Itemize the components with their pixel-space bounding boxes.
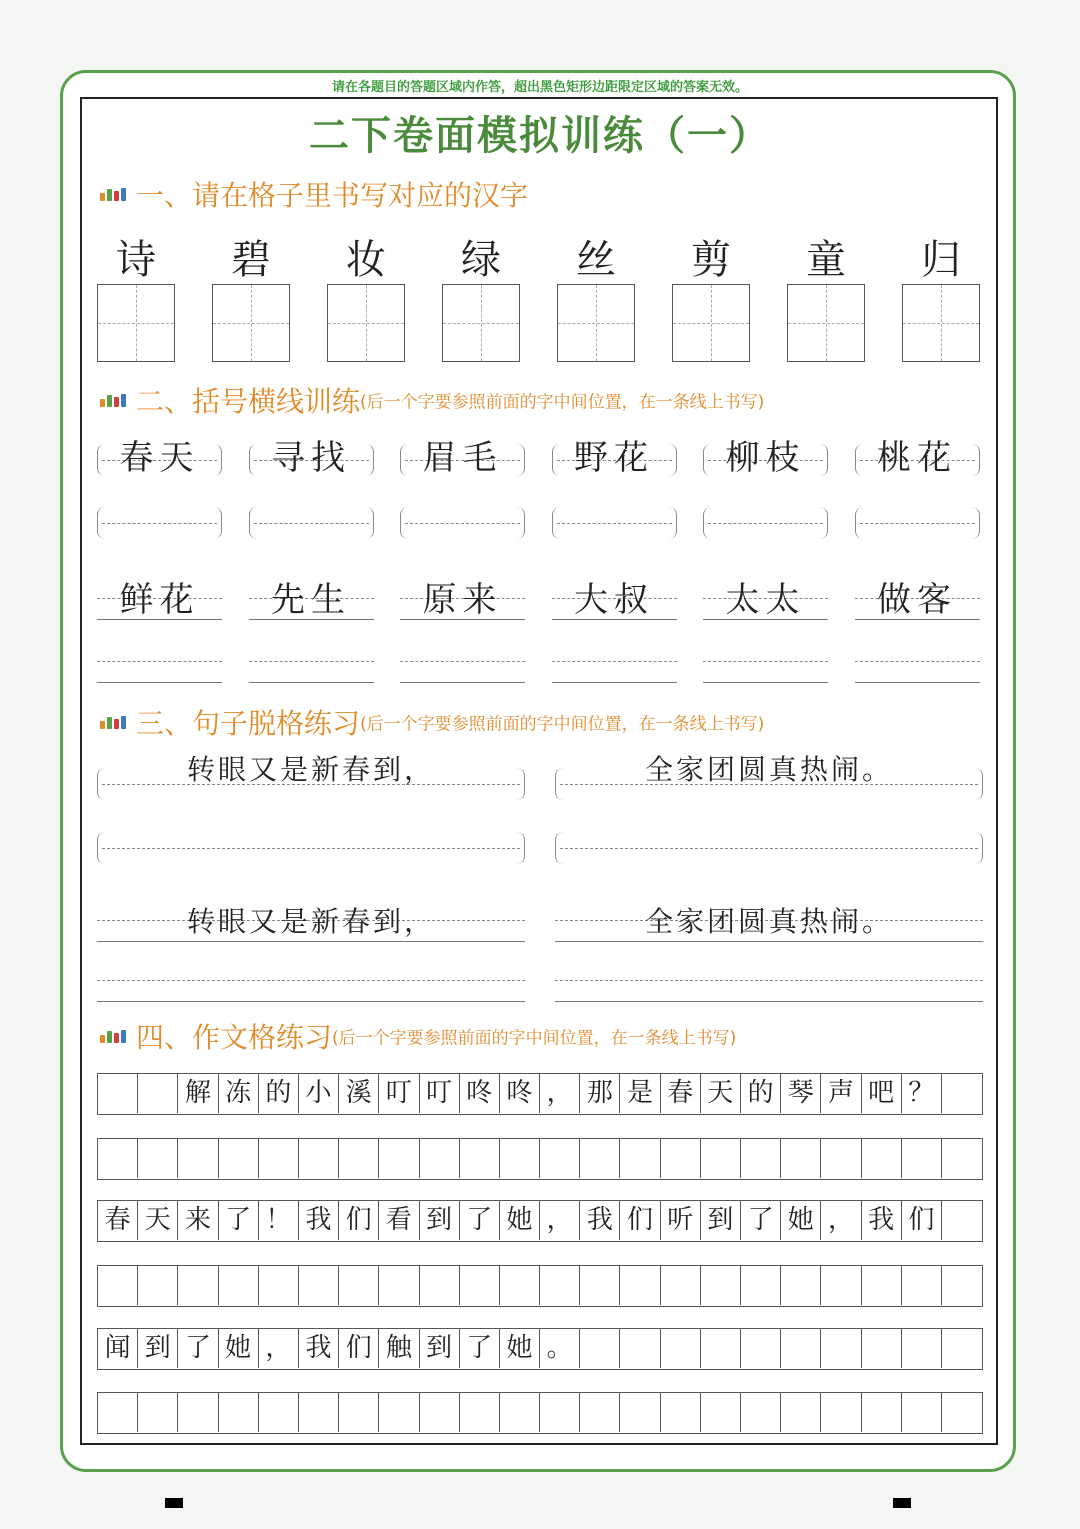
composition-row xyxy=(97,1392,983,1434)
composition-cell[interactable] xyxy=(781,1139,821,1178)
composition-cell: 来 xyxy=(178,1201,218,1240)
composition-cell: 触 xyxy=(379,1329,419,1368)
composition-cell[interactable] xyxy=(339,1393,379,1432)
line-blank[interactable] xyxy=(855,661,980,683)
composition-cell[interactable] xyxy=(741,1266,781,1305)
bracket-line-blank[interactable] xyxy=(97,507,222,539)
composition-cell: ， xyxy=(540,1201,580,1240)
sentence-text: 全家团圆真热闹。 xyxy=(644,753,893,786)
composition-cell[interactable] xyxy=(821,1393,861,1432)
composition-cell[interactable] xyxy=(460,1139,500,1178)
composition-cell[interactable] xyxy=(299,1393,339,1432)
sentence-line-model xyxy=(555,905,983,942)
sentence-line-blank[interactable] xyxy=(97,980,525,1002)
composition-cell[interactable] xyxy=(138,1074,178,1113)
composition-cell[interactable] xyxy=(781,1393,821,1432)
composition-cell: 到 xyxy=(420,1201,460,1240)
bracket-line-model xyxy=(249,438,374,478)
line-model xyxy=(249,580,374,620)
bracket-line-model xyxy=(400,438,525,478)
books-icon xyxy=(100,393,130,407)
composition-cell[interactable] xyxy=(701,1266,741,1305)
composition-cell[interactable] xyxy=(902,1139,942,1178)
composition-cell[interactable] xyxy=(741,1393,781,1432)
bracket-line-blank[interactable] xyxy=(552,507,677,539)
line-word: 太太 xyxy=(725,580,806,620)
composition-cell: 看 xyxy=(379,1201,419,1240)
composition-cell[interactable] xyxy=(500,1139,540,1178)
sentence-text: 转眼又是新春到， xyxy=(186,753,435,786)
composition-cell: 春 xyxy=(98,1201,138,1240)
composition-cell[interactable] xyxy=(862,1139,902,1178)
composition-cell: 那 xyxy=(580,1074,620,1113)
composition-row xyxy=(97,1200,983,1242)
tian-grid-box[interactable] xyxy=(787,284,865,362)
composition-cell[interactable] xyxy=(620,1329,660,1368)
composition-cell: 我 xyxy=(580,1201,620,1240)
composition-cell[interactable] xyxy=(741,1139,781,1178)
composition-cell[interactable] xyxy=(379,1139,419,1178)
composition-cell[interactable] xyxy=(580,1329,620,1368)
bracket-word: 桃花 xyxy=(877,438,957,478)
composition-cell[interactable] xyxy=(138,1139,178,1178)
composition-cell[interactable] xyxy=(299,1139,339,1178)
composition-cell: 的 xyxy=(741,1074,781,1113)
composition-cell[interactable] xyxy=(661,1393,701,1432)
composition-row xyxy=(97,1138,983,1180)
composition-cell: ！ xyxy=(259,1201,299,1240)
composition-cell[interactable] xyxy=(420,1266,460,1305)
composition-cell: 我 xyxy=(862,1201,902,1240)
line-blank[interactable] xyxy=(249,661,374,683)
composition-cell: 了 xyxy=(178,1329,218,1368)
composition-cell[interactable] xyxy=(821,1329,861,1368)
sentence-line-blank[interactable] xyxy=(555,980,983,1002)
composition-cell: 小 xyxy=(299,1074,339,1113)
composition-cell: ？ xyxy=(902,1074,942,1113)
bracket-line-model xyxy=(552,438,677,478)
composition-cell: 叮 xyxy=(379,1074,419,1113)
composition-cell[interactable] xyxy=(902,1266,942,1305)
composition-cell: 叮 xyxy=(420,1074,460,1113)
composition-cell[interactable] xyxy=(540,1139,580,1178)
tian-grid-box[interactable] xyxy=(212,284,290,362)
composition-cell[interactable] xyxy=(420,1139,460,1178)
composition-cell[interactable] xyxy=(98,1139,138,1178)
composition-cell: 了 xyxy=(460,1329,500,1368)
sentence-text: 全家团圆真热闹。 xyxy=(644,905,893,938)
composition-cell[interactable] xyxy=(219,1393,259,1432)
model-char: 绿 xyxy=(461,237,501,283)
composition-cell[interactable] xyxy=(138,1266,178,1305)
composition-cell[interactable] xyxy=(620,1266,660,1305)
composition-cell[interactable] xyxy=(942,1329,982,1368)
composition-cell: 天 xyxy=(701,1074,741,1113)
composition-cell[interactable] xyxy=(98,1074,138,1113)
line-model xyxy=(855,580,980,620)
scan-mark-left xyxy=(165,1498,183,1508)
composition-cell[interactable] xyxy=(821,1266,861,1305)
composition-cell[interactable] xyxy=(942,1074,982,1113)
composition-row xyxy=(97,1073,983,1115)
composition-cell[interactable] xyxy=(620,1139,660,1178)
composition-cell[interactable] xyxy=(178,1266,218,1305)
tian-grid-box[interactable] xyxy=(557,284,635,362)
composition-cell[interactable] xyxy=(580,1266,620,1305)
model-char: 碧 xyxy=(231,237,271,283)
composition-cell[interactable] xyxy=(942,1393,982,1432)
bracket-line-model xyxy=(855,438,980,478)
bracket-word: 寻找 xyxy=(271,438,351,478)
composition-cell[interactable] xyxy=(701,1329,741,1368)
composition-cell[interactable] xyxy=(862,1329,902,1368)
composition-cell[interactable] xyxy=(98,1266,138,1305)
composition-cell: 们 xyxy=(339,1329,379,1368)
line-blank[interactable] xyxy=(97,661,222,683)
composition-cell[interactable] xyxy=(661,1139,701,1178)
model-char: 归 xyxy=(921,237,961,283)
line-word: 大叔 xyxy=(574,580,654,620)
composition-cell: 了 xyxy=(460,1201,500,1240)
composition-cell[interactable] xyxy=(540,1393,580,1432)
model-char: 诗 xyxy=(116,237,156,283)
line-model xyxy=(703,580,828,620)
composition-cell[interactable] xyxy=(339,1139,379,1178)
scan-mark-right xyxy=(893,1498,911,1508)
composition-cell: 咚 xyxy=(500,1074,540,1113)
composition-cell: 到 xyxy=(420,1329,460,1368)
line-word: 鲜花 xyxy=(119,580,200,620)
composition-cell[interactable] xyxy=(138,1393,178,1432)
composition-cell: 了 xyxy=(741,1201,781,1240)
composition-cell: 咚 xyxy=(460,1074,500,1113)
composition-cell[interactable] xyxy=(942,1201,982,1240)
composition-cell[interactable] xyxy=(420,1393,460,1432)
line-word: 做客 xyxy=(877,580,957,620)
composition-cell[interactable] xyxy=(862,1266,902,1305)
composition-cell[interactable] xyxy=(460,1266,500,1305)
composition-cell[interactable] xyxy=(259,1393,299,1432)
composition-cell: 解 xyxy=(178,1074,218,1113)
composition-cell[interactable] xyxy=(701,1393,741,1432)
composition-cell[interactable] xyxy=(781,1266,821,1305)
composition-cell[interactable] xyxy=(902,1393,942,1432)
composition-cell[interactable] xyxy=(942,1139,982,1178)
composition-cell[interactable] xyxy=(741,1329,781,1368)
composition-cell[interactable] xyxy=(500,1393,540,1432)
tian-grid-box[interactable] xyxy=(672,284,750,362)
composition-cell[interactable] xyxy=(500,1266,540,1305)
composition-cell[interactable] xyxy=(219,1139,259,1178)
composition-cell[interactable] xyxy=(942,1266,982,1305)
composition-cell[interactable] xyxy=(701,1139,741,1178)
page-title: 二下卷面模拟训练（一） xyxy=(309,112,771,159)
composition-cell: 是 xyxy=(620,1074,660,1113)
section-heading-3: 三、句子脱格练习(后一个字要参照前面的字中间位置，在一条线上书写) xyxy=(100,702,764,742)
composition-cell: 天 xyxy=(138,1201,178,1240)
bracket-line-model xyxy=(703,438,828,478)
sentence-bracket-blank[interactable] xyxy=(555,832,983,864)
composition-cell: ， xyxy=(259,1329,299,1368)
composition-cell[interactable] xyxy=(661,1329,701,1368)
composition-cell[interactable] xyxy=(580,1393,620,1432)
composition-cell: 她 xyxy=(500,1329,540,1368)
composition-row xyxy=(97,1265,983,1307)
line-model xyxy=(400,580,525,620)
composition-cell[interactable] xyxy=(178,1139,218,1178)
tian-grid-box[interactable] xyxy=(902,284,980,362)
composition-cell[interactable] xyxy=(821,1139,861,1178)
composition-cell: 她 xyxy=(500,1201,540,1240)
composition-cell: 了 xyxy=(219,1201,259,1240)
bracket-line-blank[interactable] xyxy=(855,507,980,539)
line-model xyxy=(97,580,222,620)
section-heading-2: 二、括号横线训练(后一个字要参照前面的字中间位置，在一条线上书写) xyxy=(100,380,764,420)
composition-cell[interactable] xyxy=(178,1393,218,1432)
composition-cell: 到 xyxy=(701,1201,741,1240)
composition-cell[interactable] xyxy=(460,1393,500,1432)
bracket-line-blank[interactable] xyxy=(400,507,525,539)
composition-cell[interactable] xyxy=(98,1393,138,1432)
composition-row xyxy=(97,1328,983,1370)
bracket-word: 柳枝 xyxy=(725,438,806,478)
composition-cell: 冻 xyxy=(219,1074,259,1113)
composition-cell: 我 xyxy=(299,1201,339,1240)
tian-grid-box[interactable] xyxy=(442,284,520,362)
composition-cell: 她 xyxy=(781,1201,821,1240)
sentence-bracket-model xyxy=(97,753,525,800)
composition-cell[interactable] xyxy=(902,1329,942,1368)
composition-cell: 闻 xyxy=(98,1329,138,1368)
sentence-bracket-blank[interactable] xyxy=(97,832,525,864)
composition-cell[interactable] xyxy=(379,1393,419,1432)
line-word: 原来 xyxy=(422,580,503,620)
composition-cell[interactable] xyxy=(259,1139,299,1178)
bracket-word: 春天 xyxy=(119,438,200,478)
composition-cell[interactable] xyxy=(219,1266,259,1305)
sentence-text: 转眼又是新春到， xyxy=(186,905,435,938)
composition-cell: 们 xyxy=(339,1201,379,1240)
composition-cell[interactable] xyxy=(299,1266,339,1305)
section-heading-1: 一、请在格子里书写对应的汉字 xyxy=(100,174,528,214)
composition-cell[interactable] xyxy=(781,1329,821,1368)
composition-cell[interactable] xyxy=(339,1266,379,1305)
composition-cell[interactable] xyxy=(540,1266,580,1305)
composition-cell: 。 xyxy=(540,1329,580,1368)
bracket-line-blank[interactable] xyxy=(703,507,828,539)
composition-cell: 们 xyxy=(620,1201,660,1240)
composition-cell: 她 xyxy=(219,1329,259,1368)
composition-cell: 声 xyxy=(821,1074,861,1113)
sentence-line-model xyxy=(97,905,525,942)
bracket-word: 野花 xyxy=(574,438,654,478)
composition-cell[interactable] xyxy=(862,1393,902,1432)
model-char: 丝 xyxy=(576,237,616,283)
composition-cell[interactable] xyxy=(580,1139,620,1178)
composition-cell: 听 xyxy=(661,1201,701,1240)
sentence-bracket-model xyxy=(555,753,983,800)
line-blank[interactable] xyxy=(703,661,828,683)
answer-notice: 请在各题目的答题区域内作答，超出黑色矩形边距限定区域的答案无效。 xyxy=(331,80,748,95)
tian-grid-box[interactable] xyxy=(97,284,175,362)
composition-cell: 吧 xyxy=(862,1074,902,1113)
bracket-line-model xyxy=(97,438,222,478)
composition-cell: 我 xyxy=(299,1329,339,1368)
line-blank[interactable] xyxy=(552,661,677,683)
line-word: 先生 xyxy=(271,580,351,620)
composition-cell: ， xyxy=(540,1074,580,1113)
line-blank[interactable] xyxy=(400,661,525,683)
composition-cell: 春 xyxy=(661,1074,701,1113)
composition-cell[interactable] xyxy=(661,1266,701,1305)
composition-cell: 溪 xyxy=(339,1074,379,1113)
books-icon xyxy=(100,715,130,729)
composition-cell: 的 xyxy=(259,1074,299,1113)
composition-cell: 到 xyxy=(138,1329,178,1368)
model-char: 妆 xyxy=(346,237,386,283)
bracket-word: 眉毛 xyxy=(422,438,503,478)
books-icon xyxy=(100,187,130,201)
composition-cell: 琴 xyxy=(781,1074,821,1113)
composition-cell: 们 xyxy=(902,1201,942,1240)
model-char: 剪 xyxy=(691,237,731,283)
composition-cell[interactable] xyxy=(259,1266,299,1305)
section-heading-4: 四、作文格练习(后一个字要参照前面的字中间位置，在一条线上书写) xyxy=(100,1016,736,1056)
composition-cell[interactable] xyxy=(379,1266,419,1305)
line-model xyxy=(552,580,677,620)
bracket-line-blank[interactable] xyxy=(249,507,374,539)
composition-cell: ， xyxy=(821,1201,861,1240)
composition-cell[interactable] xyxy=(620,1393,660,1432)
model-char: 童 xyxy=(806,237,846,283)
tian-grid-box[interactable] xyxy=(327,284,405,362)
books-icon xyxy=(100,1029,130,1043)
